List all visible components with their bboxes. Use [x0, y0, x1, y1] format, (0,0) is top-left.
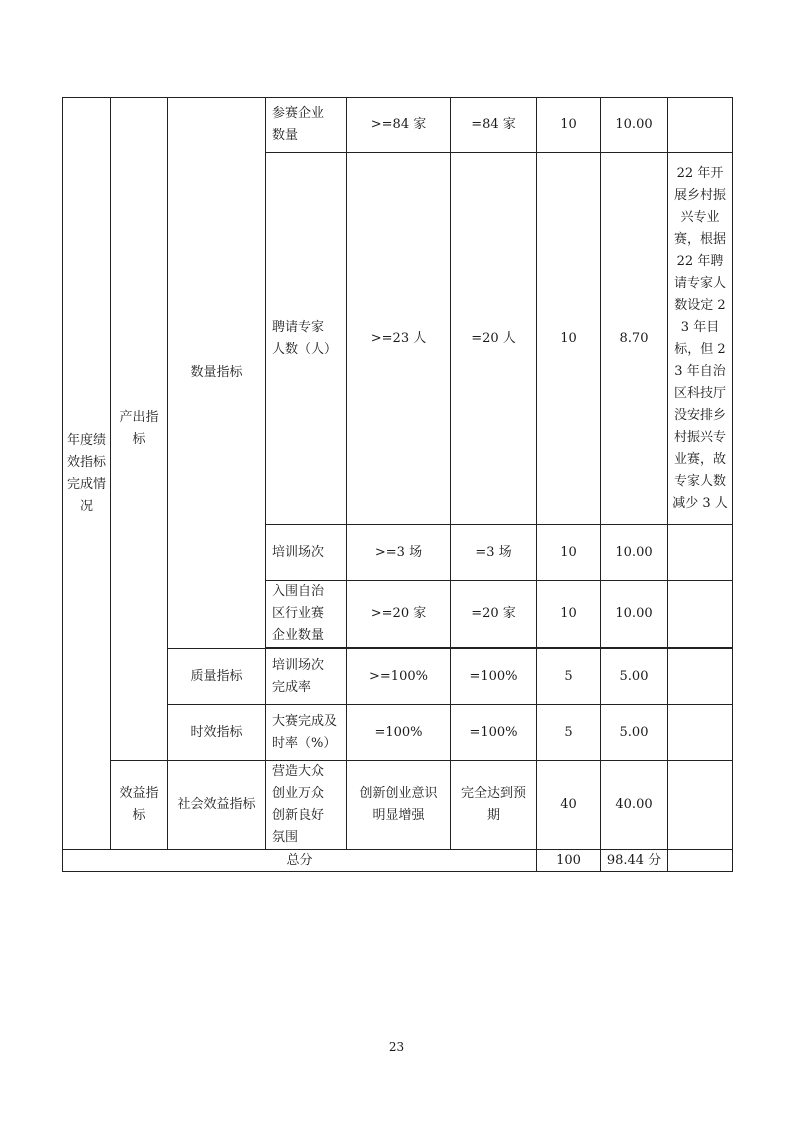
actual-cell [451, 761, 537, 850]
remark-cell [668, 649, 733, 705]
score-cell: 8.70 [601, 153, 668, 525]
indicator-name-cell [266, 761, 347, 850]
output-indicator-label: 产出指标 [119, 410, 159, 447]
indicator-name: 参赛企业数量 [272, 106, 325, 143]
actual-cell: =20 人 [451, 153, 537, 525]
weight-cell: 10 [537, 581, 601, 648]
benefit-indicator-label: 效益指标 [119, 786, 159, 823]
actual-cell: =100% [451, 649, 537, 705]
target-cell: >=3 场 [347, 525, 451, 581]
indicator-name: 聘请专家人数（人） [272, 319, 338, 357]
score-cell: 5.00 [601, 705, 668, 761]
remark-cell [668, 525, 733, 581]
actual-text: 完全达到预期 [460, 786, 526, 823]
quantity-indicator-label: 数量指标 [190, 365, 243, 380]
score-cell: 5.00 [601, 649, 668, 705]
indicator-name: 入围自治区行业赛企业数量 [272, 584, 325, 643]
total-score: 98.44 分 [601, 850, 668, 872]
score-cell: 10.00 [601, 525, 668, 581]
remark-cell [668, 581, 733, 648]
social-benefit-indicator-cell: 社会效益指标 [168, 761, 266, 850]
weight-cell: 5 [537, 705, 601, 761]
weight-cell: 10 [537, 98, 601, 153]
remark-text: 22 年开展乡村振兴专业赛，根据 22 年聘请专家人数设定 23 年目标，但 23 年自治区科技厅没安排乡村振兴专业赛，故专家人数减少 3 人 [672, 165, 728, 511]
indicator-name-cell [266, 705, 347, 761]
indicator-name-cell: 培训场次 [266, 525, 347, 581]
total-row [63, 850, 733, 872]
target-cell: >=23 人 [347, 153, 451, 525]
weight-cell: 5 [537, 649, 601, 705]
target-cell: =100% [347, 705, 451, 761]
indicator-name-cell [266, 581, 347, 648]
indicator-name: 培训场次完成率 [272, 657, 325, 695]
target-cell [347, 761, 451, 850]
table-row [63, 761, 733, 850]
quantity-indicator-cell [168, 98, 266, 649]
quality-indicator-cell: 质量指标 [168, 649, 266, 705]
weight-cell: 40 [537, 761, 601, 850]
total-remark [668, 850, 733, 872]
benefit-indicator-cell [111, 761, 168, 850]
table-row [63, 98, 733, 153]
actual-cell: =3 场 [451, 525, 537, 581]
target-cell: >=84 家 [347, 98, 451, 153]
remark-cell [668, 761, 733, 850]
score-cell: 40.00 [601, 761, 668, 850]
indicator-name-cell [266, 649, 347, 705]
timeliness-indicator-cell: 时效指标 [168, 705, 266, 761]
performance-table [62, 97, 733, 872]
level1-label: 年度绩效指标完成情况 [66, 432, 106, 514]
actual-cell: =84 家 [451, 98, 537, 153]
weight-cell: 10 [537, 153, 601, 525]
indicator-name-cell [266, 153, 347, 525]
weight-cell: 10 [537, 525, 601, 581]
indicator-name-cell [266, 98, 347, 153]
target-text: 创新创业意识明显增强 [359, 786, 438, 823]
remark-cell [668, 98, 733, 153]
actual-cell: =20 家 [451, 581, 537, 648]
total-label: 总分 [63, 850, 537, 872]
level1-cell [63, 98, 111, 850]
output-indicator-cell [111, 98, 168, 761]
score-cell: 10.00 [601, 581, 668, 648]
indicator-name: 营造大众创业万众创新良好氛围 [272, 764, 325, 845]
actual-cell: =100% [451, 705, 537, 761]
remark-cell [668, 705, 733, 761]
indicator-name: 大赛完成及时率（%） [272, 713, 338, 751]
page-number: 23 [388, 1040, 405, 1054]
target-cell: >=100% [347, 649, 451, 705]
target-cell: >=20 家 [347, 581, 451, 648]
score-cell: 10.00 [601, 98, 668, 153]
total-weight: 100 [537, 850, 601, 872]
remark-cell [668, 153, 733, 525]
